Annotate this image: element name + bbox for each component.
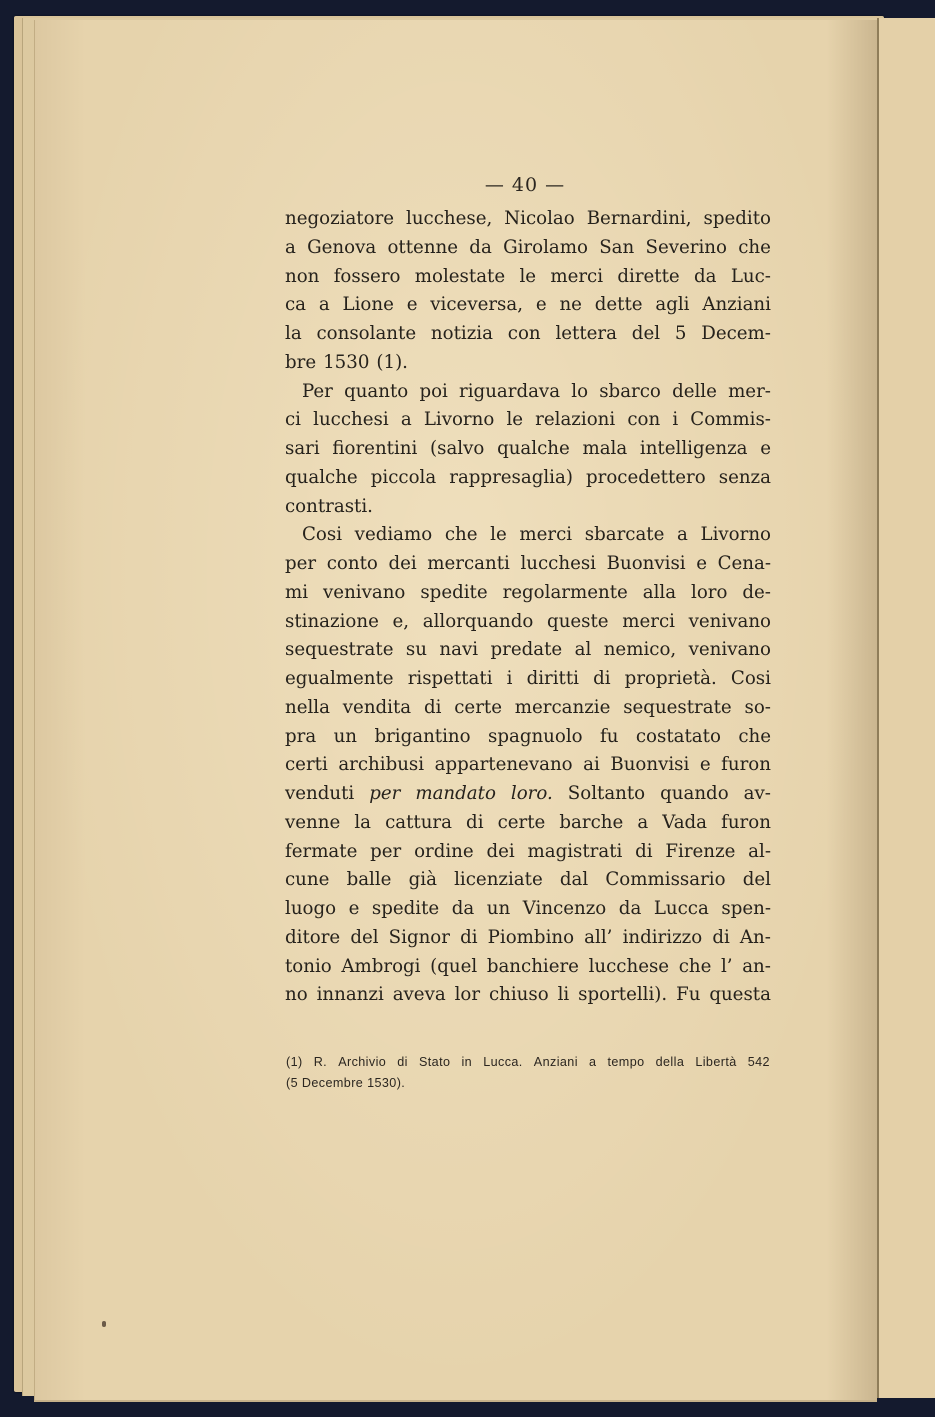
text-line: per conto dei mercanti lucchesi Buonvisi e Cena-	[285, 553, 771, 574]
text-line: egualmente rispettati i diritti di proprietà. Cosi	[285, 668, 771, 689]
text-line: contrasti.	[285, 495, 373, 517]
body-text	[285, 205, 771, 1010]
text-line: no innanzi aveva lor chiuso li sportelli). Fu questa	[285, 984, 771, 1006]
text-line: venne la cattura di certe barche a Vada furon	[285, 811, 771, 833]
text-line: venduti per mandato loro. Soltanto quando av-	[285, 780, 771, 809]
facing-page-edge	[877, 18, 935, 1398]
text-line: negoziatore lucchese, Nicolao Bernardini, spedito	[285, 208, 771, 229]
text-line: ci lucchesi a Livorno le relazioni con i Commis-	[285, 409, 771, 431]
text-line: certi archibusi appartenevano ai Buonvisi e furon	[285, 754, 771, 776]
text-line: fermate per ordine dei magistrati di Firenze al-	[285, 840, 771, 862]
text-line: tonio Ambrogi (quel banchiere lucchese che l’ an-	[285, 955, 771, 977]
text-line: pra un brigantino spagnuolo fu costatato che	[285, 725, 771, 747]
text-line: Per quanto poi riguardava lo sbarco delle mer-	[302, 380, 771, 402]
italic-phrase: loro.	[510, 783, 553, 804]
text-line: nella vendita di certe mercanzie sequestrate so-	[285, 696, 771, 718]
text-line: a Genova ottenne da Girolamo San Severino che	[285, 236, 771, 258]
text-line: sequestrate su navi predate al nemico, venivano	[285, 639, 771, 661]
text-line: luogo e spedite da un Vincenzo da Lucca spen-	[285, 898, 771, 919]
page-number: — 40 —	[484, 174, 566, 196]
text-line: mi venivano spedite regolarmente alla loro de-	[285, 581, 771, 603]
footnote-line-2: (5 Decembre 1530).	[286, 1076, 406, 1090]
text-line: Cosi vediamo che le merci sbarcate a Livorno	[302, 524, 771, 546]
italic-phrase: per	[369, 783, 401, 804]
text-line: bre 1530 (1).	[285, 351, 408, 373]
ink-speck	[102, 1321, 106, 1327]
text-line: non fossero molestate le merci dirette da Luc-	[285, 265, 771, 287]
text-line: qualche piccola rappresaglia) procedettero senza	[285, 466, 771, 488]
italic-phrase: mandato	[415, 783, 496, 804]
text-line: ca a Lione e viceversa, e ne dette agli Anziani	[285, 294, 771, 316]
text-line: la consolante notizia con lettera del 5 Decem-	[285, 323, 771, 344]
footnote	[286, 1052, 770, 1094]
text-line: ditore del Signor di Piombino all’ indirizzo di An-	[285, 926, 771, 948]
text-line: sari fiorentini (salvo qualche mala intelligenza e	[285, 438, 771, 459]
text-line: stinazione e, allorquando queste merci venivano	[285, 610, 771, 632]
text-line: cune balle già licenziate dal Commissario del	[285, 869, 771, 891]
footnote-line-1: (1) R. Archivio di Stato in Lucca. Anziani a tempo della Libertà 542	[286, 1055, 770, 1069]
